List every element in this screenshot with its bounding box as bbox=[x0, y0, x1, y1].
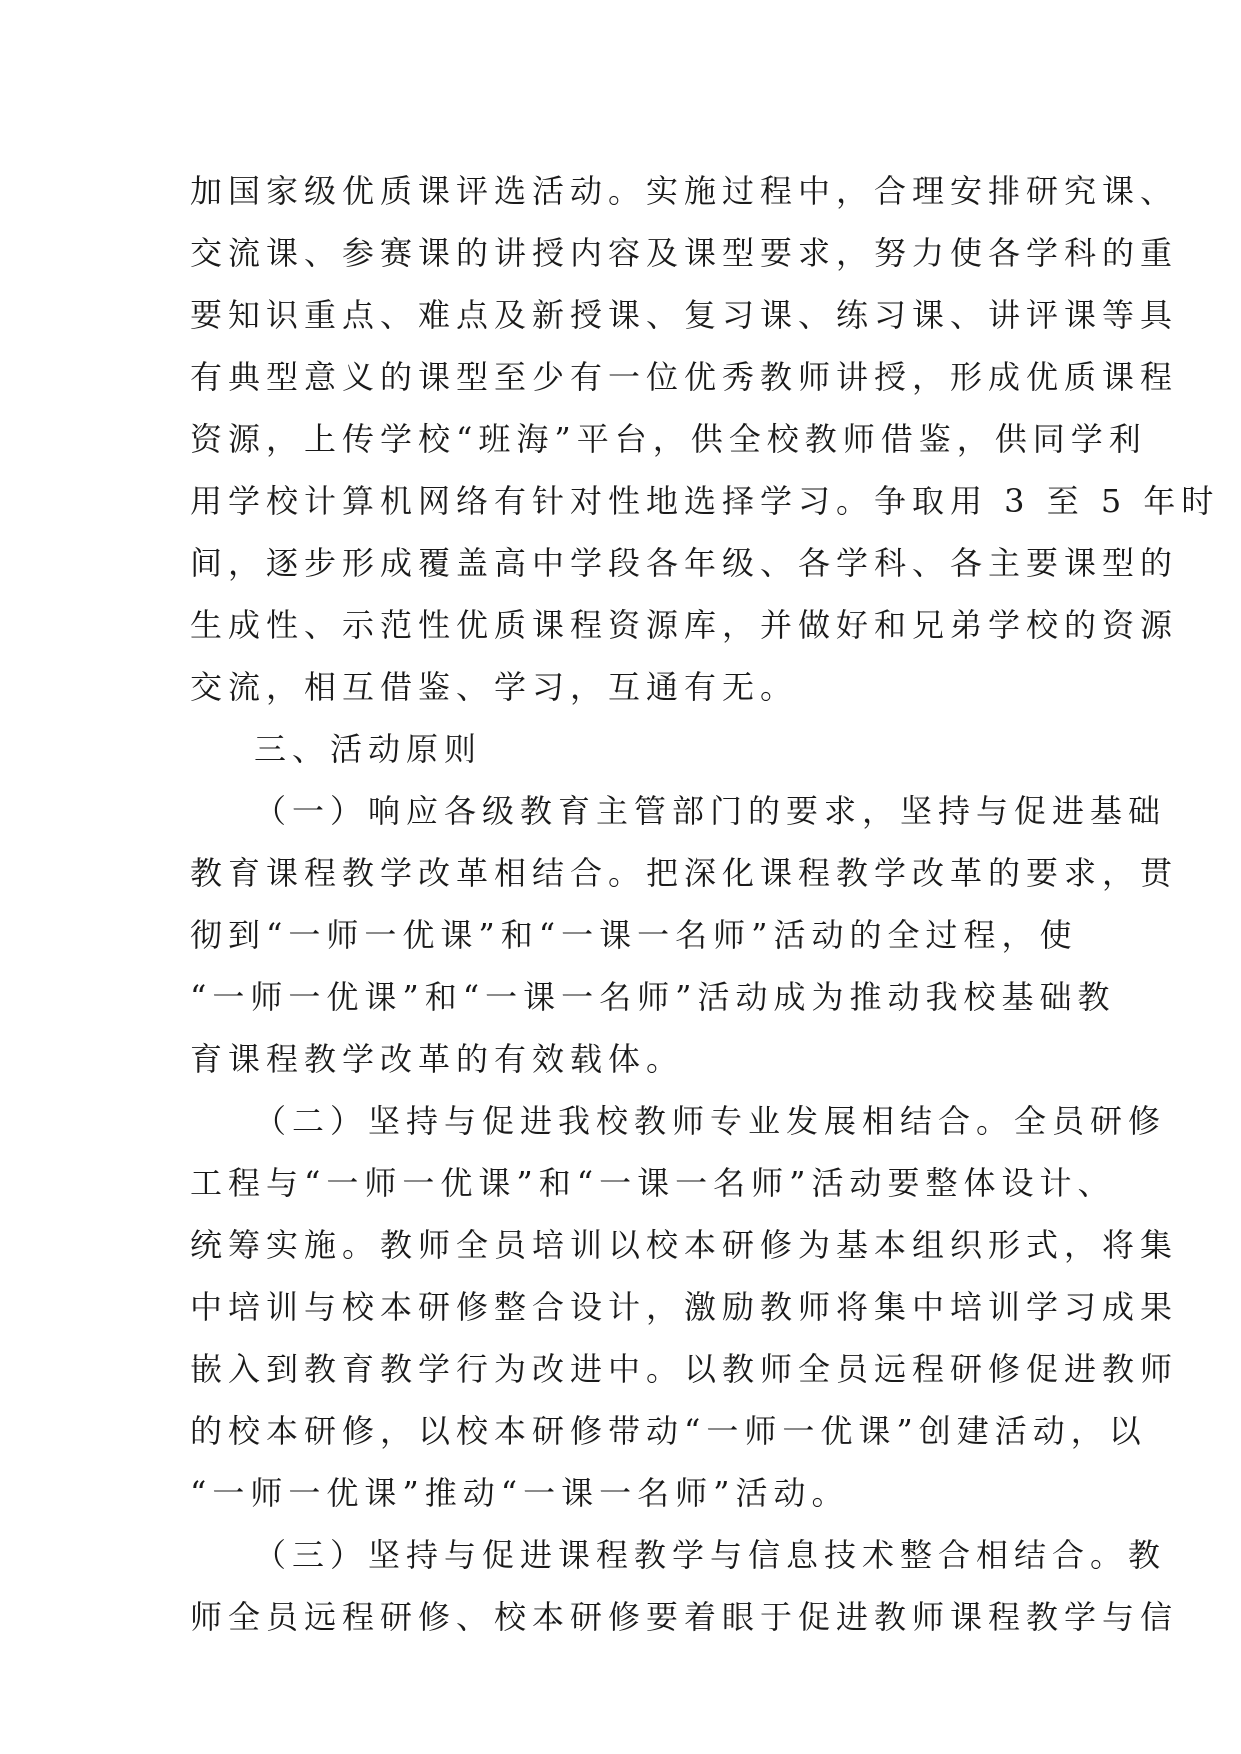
body-text-line: 要知识重点、难点及新授课、复习课、练习课、讲评课等具 bbox=[190, 296, 1179, 334]
body-text-line: 的校本研修，以校本研修带动“一师一优课”创建活动，以 bbox=[190, 1412, 1147, 1450]
body-text-line: 教育课程教学改革相结合。把深化课程教学改革的要求，贯 bbox=[190, 854, 1179, 892]
body-text-line: 交流课、参赛课的讲授内容及课型要求，努力使各学科的重 bbox=[190, 234, 1179, 272]
body-text-line: 统筹实施。教师全员培训以校本研修为基本组织形式，将集 bbox=[190, 1226, 1179, 1264]
body-text-line: “一师一优课”推动“一课一名师”活动。 bbox=[190, 1474, 850, 1512]
body-text-line: 资源，上传学校“班海”平台，供全校教师借鉴，供同学利 bbox=[190, 420, 1147, 458]
body-text-line: 加国家级优质课评选活动。实施过程中，合理安排研究课、 bbox=[190, 172, 1179, 210]
body-text-line: 用学校计算机网络有针对性地选择学习。争取用 3 至 5 年时 bbox=[190, 482, 1220, 520]
body-text-line: 生成性、示范性优质课程资源库，并做好和兄弟学校的资源 bbox=[190, 606, 1179, 644]
body-text-line: 师全员远程研修、校本研修要着眼于促进教师课程教学与信 bbox=[190, 1598, 1179, 1636]
document-body bbox=[190, 160, 1220, 1648]
paragraph-first-line: （一）响应各级教育主管部门的要求，坚持与促进基础 bbox=[254, 792, 1167, 830]
body-text-line: 嵌入到教育教学行为改进中。以教师全员远程研修促进教师 bbox=[190, 1350, 1179, 1388]
body-text-line: 育课程教学改革的有效载体。 bbox=[190, 1040, 685, 1078]
body-text-line: “一师一优课”和“一课一名师”活动成为推动我校基础教 bbox=[190, 978, 1116, 1016]
body-text-line: 间，逐步形成覆盖高中学段各年级、各学科、各主要课型的 bbox=[190, 544, 1179, 582]
body-text-line: 彻到“一师一优课”和“一课一名师”活动的全过程，使 bbox=[190, 916, 1078, 954]
section-heading: 三、活动原则 bbox=[254, 730, 483, 768]
body-text-line: 交流，相互借鉴、学习，互通有无。 bbox=[190, 668, 799, 706]
paragraph-first-line: （二）坚持与促进我校教师专业发展相结合。全员研修 bbox=[254, 1102, 1167, 1140]
body-text-line: 工程与“一师一优课”和“一课一名师”活动要整体设计、 bbox=[190, 1164, 1116, 1202]
paragraph-first-line: （三）坚持与促进课程教学与信息技术整合相结合。教 bbox=[254, 1536, 1167, 1574]
body-text-line: 中培训与校本研修整合设计，激励教师将集中培训学习成果 bbox=[190, 1288, 1179, 1326]
body-text-line: 有典型意义的课型至少有一位优秀教师讲授，形成优质课程 bbox=[190, 358, 1179, 396]
